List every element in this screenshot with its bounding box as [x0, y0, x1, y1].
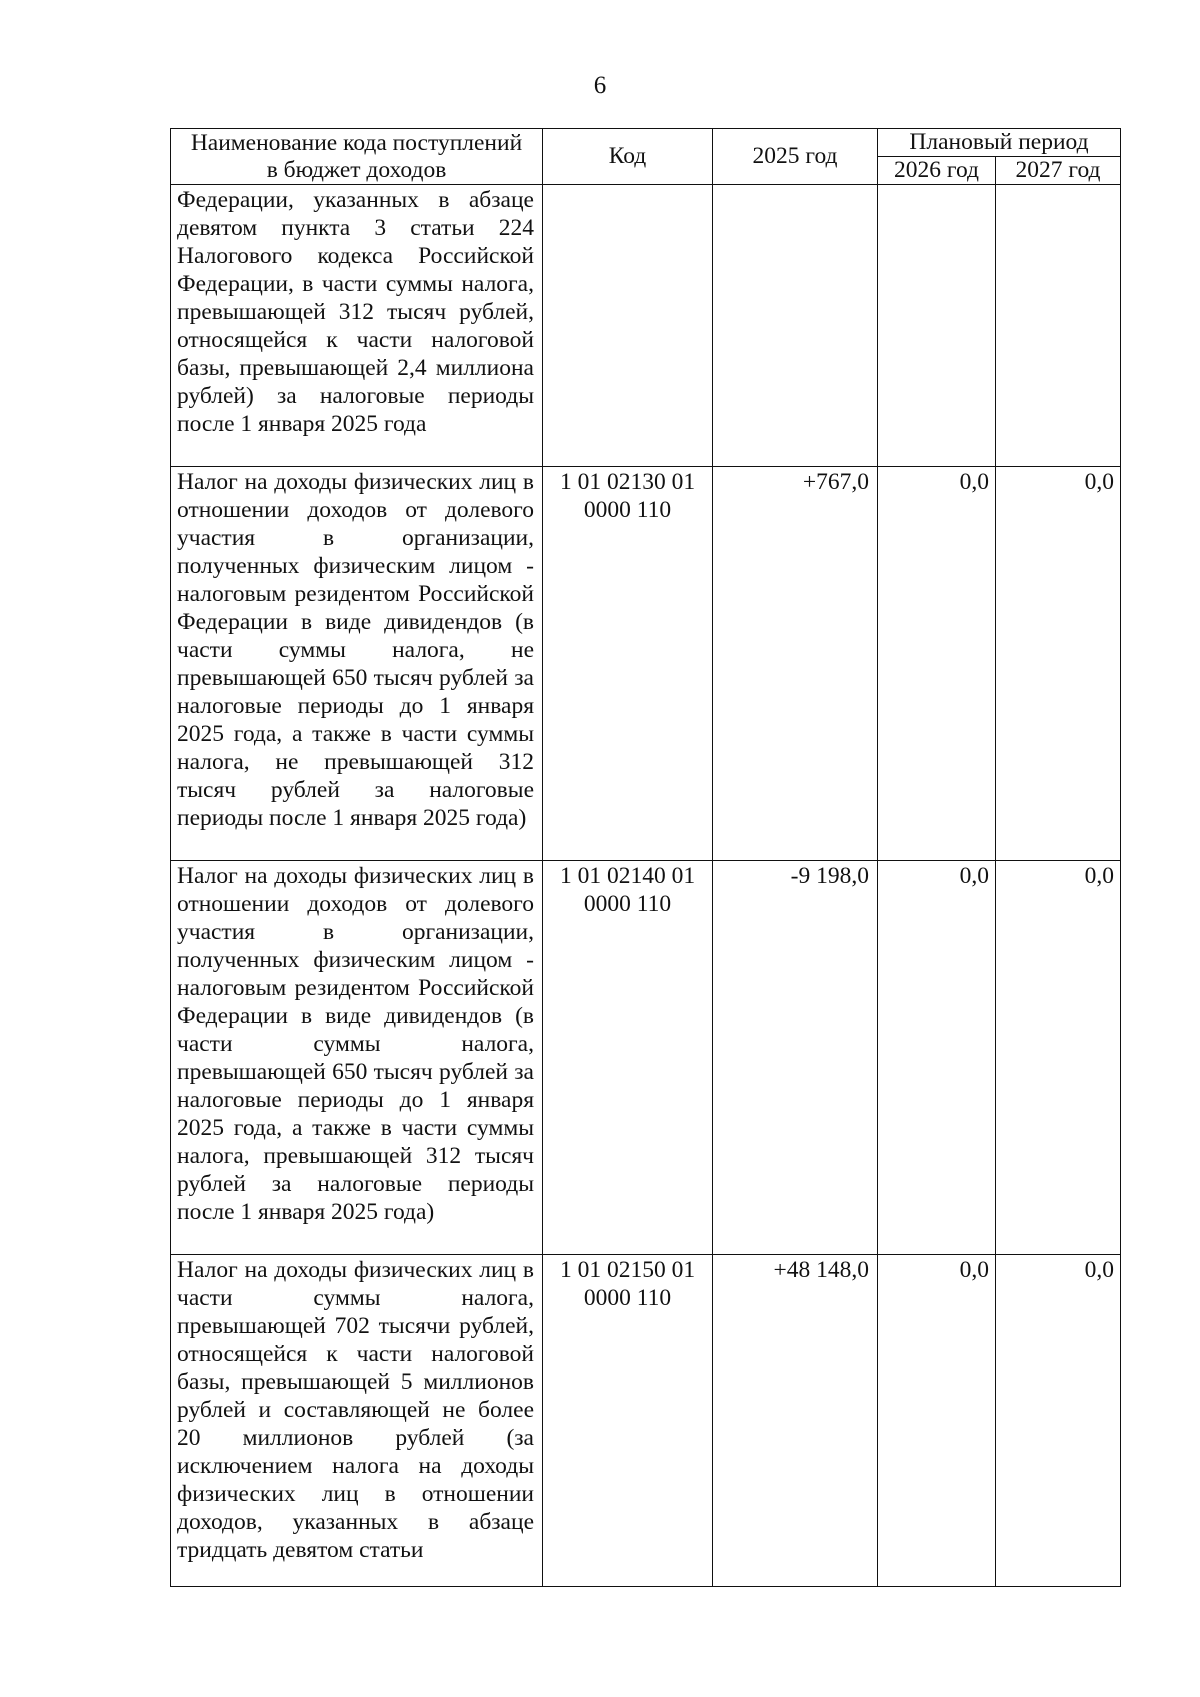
row-value-2027: 0,0 [996, 467, 1121, 861]
header-code: Код [543, 129, 713, 185]
row-name: Федерации, указанных в абзаце девятом пункта 3 статьи 224 Налогового кодекса Российской Федерации, в части суммы налога, превышающей 312 тысяч рублей, относящейся к части налоговой базы, превышающей 2,4 миллиона рублей) за налоговые периоды после 1 января 2025 года [171, 185, 543, 467]
table-row [171, 861, 1121, 1255]
header-year-2026: 2026 год [878, 157, 996, 185]
row-code: 1 01 02140 01 0000 110 [543, 861, 713, 1255]
page-number: 6 [593, 72, 607, 99]
table-row [171, 1255, 1121, 1587]
row-name: Налог на доходы физических лиц в отношении доходов от долевого участия в организации, полученных физическим лицом - налоговым резидентом Российской Федерации в виде дивидендов (в части суммы налога, не превышающей 650 тысяч рублей за налоговые периоды до 1 января 2025 года, а также в части суммы налога, не превышающей 312 тысяч рублей за налоговые периоды после 1 января 2025 года) [171, 467, 543, 861]
row-value-2026: 0,0 [878, 467, 996, 861]
row-value-2027: 0,0 [996, 1255, 1121, 1587]
header-year-2027: 2027 год [996, 157, 1121, 185]
row-value-2025: +48 148,0 [713, 1255, 878, 1587]
row-value-2026: 0,0 [878, 1255, 996, 1587]
header-planned-period: Плановый период [878, 129, 1121, 157]
header-year-2025: 2025 год [713, 129, 878, 185]
row-code [543, 185, 713, 467]
budget-revenue-table [170, 128, 1121, 1587]
header-name-line2: в бюджет доходов [266, 156, 447, 183]
row-value-2026 [878, 185, 996, 467]
table-header [171, 129, 1121, 185]
table-row [171, 185, 1121, 467]
row-code: 1 01 02150 01 0000 110 [543, 1255, 713, 1587]
row-name: Налог на доходы физических лиц в отношении доходов от долевого участия в организации, полученных физическим лицом - налоговым резидентом Российской Федерации в виде дивидендов (в части суммы налога, превышающей 650 тысяч рублей за налоговые периоды до 1 января 2025 года, а также в части суммы налога, превышающей 312 тысяч рублей за налоговые периоды после 1 января 2025 года) [171, 861, 543, 1255]
header-name-cell [171, 129, 543, 185]
table-body [171, 185, 1121, 1587]
row-name: Налог на доходы физических лиц в части суммы налога, превышающей 702 тысячи рублей, относящейся к части налоговой базы, превышающей 5 миллионов рублей и составляющей не более 20 миллионов рублей (за исключением налога на доходы физических лиц в отношении доходов, указанных в абзаце тридцать девятом статьи [171, 1255, 543, 1587]
row-value-2025 [713, 185, 878, 467]
row-value-2027 [996, 185, 1121, 467]
row-value-2027: 0,0 [996, 861, 1121, 1255]
header-name-line1: Наименование кода поступлений [190, 129, 523, 156]
row-value-2026: 0,0 [878, 861, 996, 1255]
table-row [171, 467, 1121, 861]
row-code: 1 01 02130 01 0000 110 [543, 467, 713, 861]
row-value-2025: +767,0 [713, 467, 878, 861]
row-value-2025: -9 198,0 [713, 861, 878, 1255]
